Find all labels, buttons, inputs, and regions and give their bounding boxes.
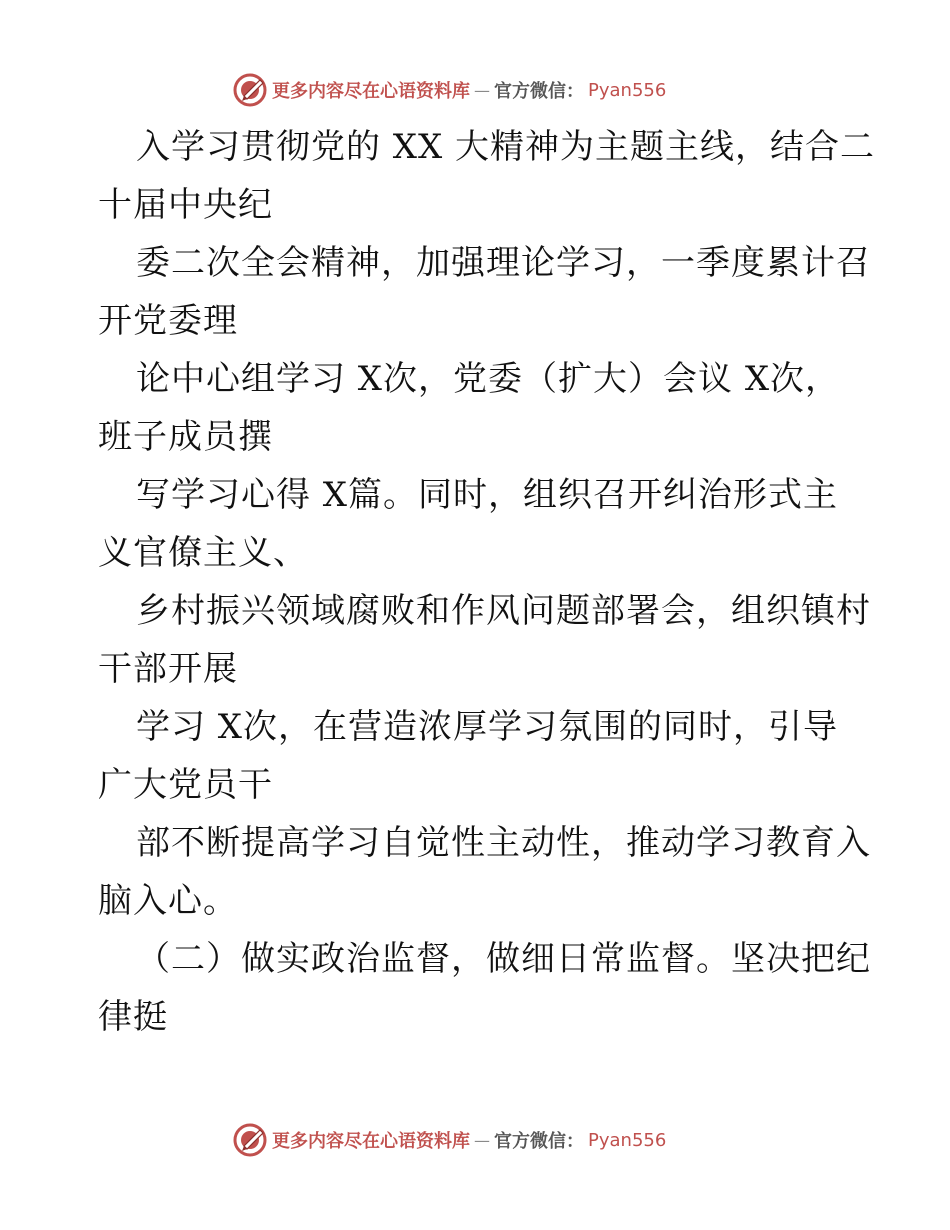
header-wechat-id: Pyan556 xyxy=(588,79,667,101)
body-line: 开党委理 xyxy=(98,301,238,341)
body-line: 乡村振兴领域腐败和作风问题部署会，组织镇村 xyxy=(136,591,871,631)
body-line: 脑入心。 xyxy=(98,881,238,921)
body-line: 广大党员干 xyxy=(98,765,273,805)
body-line: 十届中央纪 xyxy=(98,185,273,225)
footer-wechat-id: Pyan556 xyxy=(588,1129,667,1151)
body-line: 部不断提高学习自觉性主动性，推动学习教育入 xyxy=(136,823,871,863)
body-line: 班子成员撰 xyxy=(98,417,273,457)
footer-brand-text: 更多内容尽在心语资料库 xyxy=(272,1131,470,1152)
body-line: 委二次全会精神，加强理论学习，一季度累计召 xyxy=(136,243,871,283)
seal-pen-icon xyxy=(232,1122,268,1158)
header-wechat-label: 官方微信： xyxy=(494,81,584,102)
header-brand-text: 更多内容尽在心语资料库 xyxy=(272,81,470,102)
body-line: 律挺 xyxy=(98,997,168,1037)
document-body xyxy=(98,118,876,1046)
footer-wechat-label: 官方微信： xyxy=(494,1131,584,1152)
body-line: 入学习贯彻党的 XX 大精神为主题主线，结合二 xyxy=(136,127,876,167)
body-line: 干部开展 xyxy=(98,649,238,689)
body-line: 学习 X次，在营造浓厚学习氛围的同时，引导 xyxy=(136,707,839,747)
body-line: 论中心组学习 X次，党委（扩大）会议 X次， xyxy=(136,359,841,399)
header-separator: — xyxy=(474,80,490,100)
body-line: 写学习心得 X篇。同时，组织召开纠治形式主 xyxy=(136,475,839,515)
footer-banner xyxy=(232,1120,666,1160)
header-banner xyxy=(232,70,666,110)
footer-separator: — xyxy=(474,1130,490,1150)
seal-pen-icon xyxy=(232,72,268,108)
body-line: 义官僚主义、 xyxy=(98,533,308,573)
body-line: （二）做实政治监督，做细日常监督。坚决把纪 xyxy=(136,939,871,979)
